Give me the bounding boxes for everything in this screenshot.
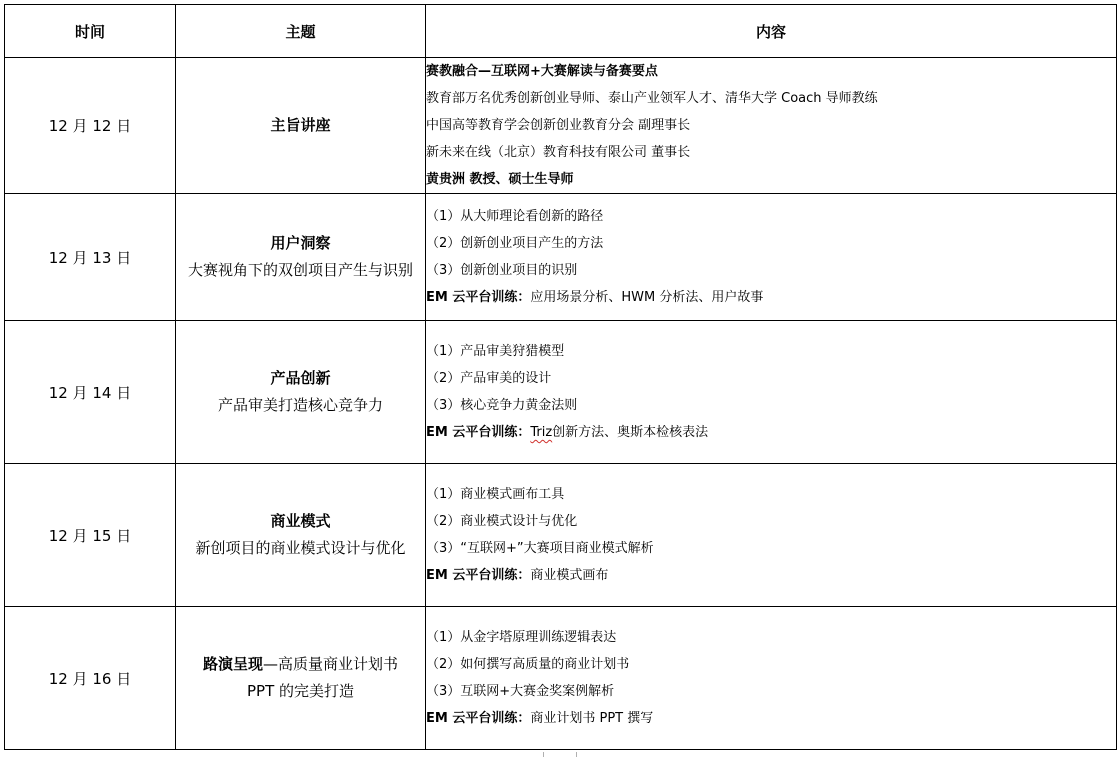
list-item: （2）产品审美的设计 bbox=[426, 371, 552, 386]
lecture-speaker: 黄贵洲 教授、硕士生导师 bbox=[426, 172, 574, 187]
topic-cell bbox=[176, 58, 426, 194]
topic-subtitle: PPT 的完美打造 bbox=[246, 682, 355, 700]
content-cell bbox=[426, 464, 1117, 607]
topic-title: 产品创新 bbox=[270, 369, 331, 387]
date-cell: 12 月 14 日 bbox=[5, 321, 176, 464]
topic-title: 用户洞察 bbox=[270, 234, 331, 252]
lecture-title: 赛教融合—互联网+大赛解读与备赛要点 bbox=[426, 64, 658, 79]
training-line bbox=[426, 419, 1116, 446]
list-item: （3）“互联网+”大赛项目商业模式解析 bbox=[426, 541, 654, 556]
training-label: EM 云平台训练： bbox=[426, 425, 531, 440]
list-item: （3）互联网+大赛金奖案例解析 bbox=[426, 684, 615, 699]
spellcheck-flagged-word: Triz bbox=[530, 425, 553, 440]
list-item: （2）创新创业项目产生的方法 bbox=[426, 236, 604, 251]
training-label: EM 云平台训练： bbox=[426, 290, 531, 305]
content-cell bbox=[426, 607, 1117, 750]
list-item: （3）核心竞争力黄金法则 bbox=[426, 398, 578, 413]
topic-cell bbox=[176, 607, 426, 750]
training-line bbox=[426, 284, 1116, 311]
table-row bbox=[5, 607, 1117, 750]
topic-title: 商业模式 bbox=[270, 512, 331, 530]
training-value: 商业计划书 PPT 撰写 bbox=[530, 711, 654, 726]
training-line bbox=[426, 562, 1116, 589]
list-item: （1）从金字塔原理训练逻辑表达 bbox=[426, 630, 617, 645]
topic-title-suffix: —高质量商业计划书 bbox=[263, 655, 399, 673]
topic-subtitle: 新创项目的商业模式设计与优化 bbox=[195, 539, 406, 557]
topic-cell bbox=[176, 321, 426, 464]
topic-cell bbox=[176, 194, 426, 321]
topic-title-line bbox=[176, 651, 425, 678]
header-row bbox=[5, 5, 1117, 58]
training-value: 应用场景分析、HWM 分析法、用户故事 bbox=[530, 290, 764, 305]
lecture-credential: 教育部万名优秀创新创业导师、泰山产业领军人才、清华大学 Coach 导师教练 bbox=[426, 91, 878, 106]
content-cell bbox=[426, 321, 1117, 464]
table-row bbox=[5, 194, 1117, 321]
training-value: 商业模式画布 bbox=[530, 568, 609, 583]
list-item: （1）商业模式画布工具 bbox=[426, 487, 565, 502]
content-cell bbox=[426, 194, 1117, 321]
topic-cell bbox=[176, 464, 426, 607]
training-line bbox=[426, 705, 1116, 732]
date-cell: 12 月 15 日 bbox=[5, 464, 176, 607]
table-row bbox=[5, 321, 1117, 464]
list-item: （1）产品审美狩猎模型 bbox=[426, 344, 565, 359]
list-item: （2）商业模式设计与优化 bbox=[426, 514, 578, 529]
training-label: EM 云平台训练： bbox=[426, 568, 531, 583]
topic-subtitle: 大赛视角下的双创项目产生与识别 bbox=[187, 261, 413, 279]
topic-title: 主旨讲座 bbox=[270, 116, 331, 134]
table-row bbox=[5, 58, 1117, 194]
schedule-table bbox=[4, 4, 1117, 750]
content-cell bbox=[426, 58, 1117, 194]
training-label: EM 云平台训练： bbox=[426, 711, 531, 726]
topic-title: 路演呈现 bbox=[202, 655, 263, 673]
lecture-credential: 中国高等教育学会创新创业教育分会 副理事长 bbox=[426, 118, 691, 133]
training-value: 创新方法、奥斯本检核表法 bbox=[552, 425, 709, 440]
lecture-credential: 新未来在线（北京）教育科技有限公司 董事长 bbox=[426, 145, 691, 160]
topic-subtitle: 产品审美打造核心竞争力 bbox=[217, 396, 383, 414]
date-cell: 12 月 12 日 bbox=[5, 58, 176, 194]
header-content: 内容 bbox=[426, 5, 1117, 58]
list-item: （1）从大师理论看创新的路径 bbox=[426, 209, 604, 224]
table-row bbox=[5, 464, 1117, 607]
list-item: （2）如何撰写高质量的商业计划书 bbox=[426, 657, 630, 672]
header-topic: 主题 bbox=[176, 5, 426, 58]
list-item: （3）创新创业项目的识别 bbox=[426, 263, 578, 278]
date-cell: 12 月 16 日 bbox=[5, 607, 176, 750]
page-boundary-mark bbox=[543, 752, 577, 757]
header-time: 时间 bbox=[5, 5, 176, 58]
date-cell: 12 月 13 日 bbox=[5, 194, 176, 321]
